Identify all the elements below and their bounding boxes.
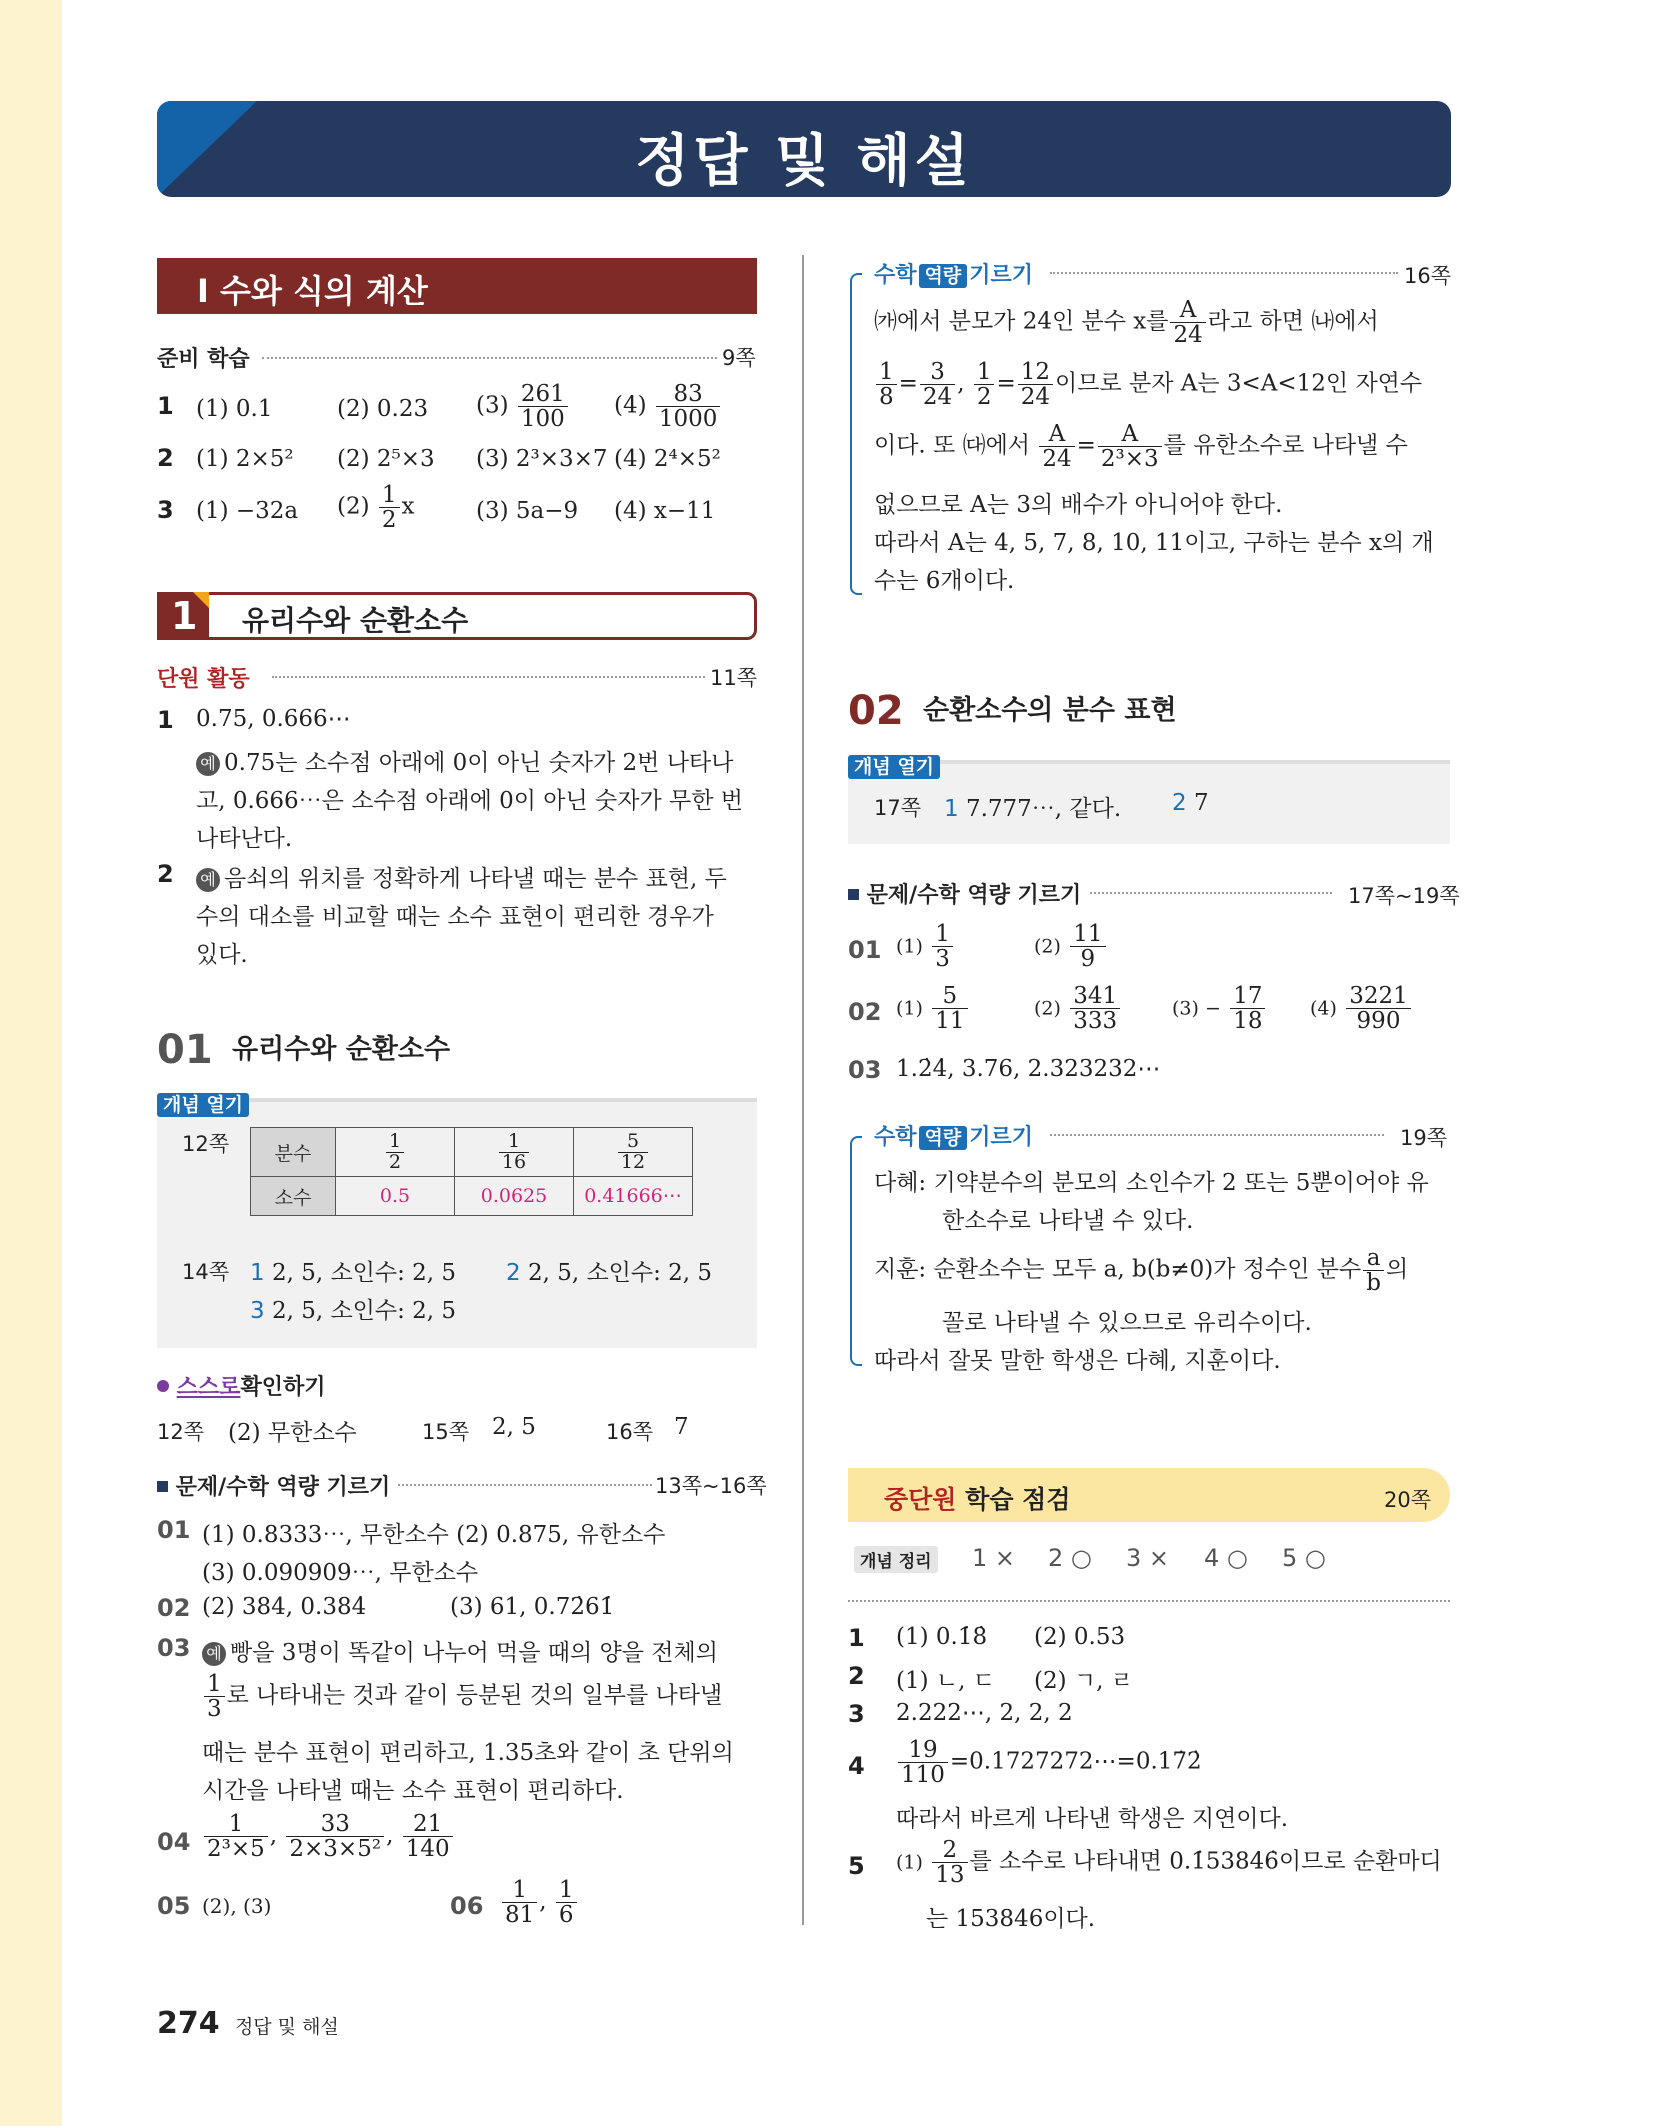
page-ref: 12쪽 — [157, 1420, 205, 1444]
page-banner — [157, 101, 1451, 197]
answer-item: 2 2, 5, 소인수: 2, 5 — [506, 1260, 713, 1286]
problems-label: 문제/수학 역량 기르기 — [848, 878, 1081, 909]
explanation-line: 따라서 A는 4, 5, 7, 8, 10, 11이고, 구하는 분수 x의 개 — [874, 530, 1434, 556]
section-title-bar — [157, 258, 757, 314]
page-ref: 14쪽 — [182, 1260, 230, 1284]
q-number: 2 — [157, 860, 174, 888]
divider — [272, 676, 705, 678]
bracket-decoration — [850, 273, 862, 595]
q-number: 1 — [848, 1624, 865, 1652]
table-cell: 0.41666⋯ — [574, 1177, 693, 1216]
prep-1-b: (2) 0.23 — [337, 396, 429, 422]
subsection-title: 유리수와 순환소수 — [231, 1034, 451, 1065]
q-number: 03 — [848, 1056, 882, 1084]
summary-answer: 5 ○ — [1282, 1544, 1326, 1572]
answer-text: (2) 0.53̇ — [1034, 1624, 1126, 1650]
divider — [1090, 892, 1332, 894]
explanation-line: 시간을 나타낼 때는 소수 표현이 편리하다. — [202, 1778, 624, 1804]
q-number: 5 — [848, 1852, 865, 1880]
prep-label: 준비 학습 — [157, 347, 250, 372]
table-cell: $\frac{1}{2}$ — [336, 1128, 455, 1177]
table-cell: 0.5 — [336, 1177, 455, 1216]
prep-2-no: 2 — [157, 444, 174, 472]
table-cell: 0.0625 — [455, 1177, 574, 1216]
answer-text: 2.222⋯, 2, 2, 2 — [896, 1700, 1073, 1726]
answer-text: (2) 384, 0.384̇ — [202, 1594, 367, 1620]
subsection-title: 순환소수의 분수 표현 — [922, 695, 1177, 726]
q-number: 1 — [157, 706, 174, 734]
square-bullet-icon — [157, 1481, 168, 1492]
explanation-line: 따라서 바르게 나타낸 학생은 지연이다. — [896, 1806, 1289, 1832]
explanation-line: 있다. — [196, 942, 248, 968]
explanation-line: (1) $\frac{2}{13}$ 를 소수로 나타내면 0.1̇53846̇이므로 순환마디 — [896, 1837, 1442, 1889]
explanation-line: $\frac{1}{3}$ 로 나타내는 것과 같이 등분된 것의 일부를 나타낼 — [202, 1672, 722, 1721]
unit-number-box: 1 — [157, 592, 209, 640]
explanation-line: 수의 대소를 비교할 때는 소수 표현이 편리한 경우가 — [196, 904, 714, 930]
unit-corner-accent — [193, 592, 209, 608]
explanation-line: 예 빵을 3명이 똑같이 나누어 먹을 때의 양을 전체의 — [202, 1634, 718, 1667]
prep-2-c: (3) 2³×3×7 — [476, 446, 608, 472]
prep-2-b: (2) 2⁵×3 — [337, 446, 435, 472]
answer-item: (4) $\frac{3221}{990}$ — [1310, 984, 1413, 1033]
explanation-line: 없으므로 A는 3의 배수가 아니어야 한다. — [874, 492, 1283, 518]
square-bullet-icon — [848, 889, 859, 900]
explanation-line: 예 음쇠의 위치를 정확하게 나타낼 때는 분수 표현, 두 — [196, 860, 727, 893]
q-number: 3 — [848, 1700, 865, 1728]
problems-label: 문제/수학 역량 기르기 — [157, 1470, 390, 1501]
bullet-icon — [157, 1380, 169, 1392]
answer-item: (2) $\frac{11}{9}$ — [1034, 922, 1108, 971]
table-header: 분수 — [251, 1128, 336, 1177]
summary-answer: 1 × — [972, 1544, 1016, 1572]
answer-text: (2), (3) — [202, 1894, 272, 1918]
answer-item: 1 2, 5, 소인수: 2, 5 — [250, 1260, 457, 1286]
fraction: $\frac{83}{1000}$ — [656, 382, 721, 431]
prep-3-b: (2) $\frac{1}{2}$ x — [337, 482, 415, 534]
page-ref: 19쪽 — [1400, 1126, 1448, 1150]
page-ref: 16쪽 — [1404, 264, 1452, 288]
subsection-number: 02 — [848, 688, 904, 734]
answer-text: 0.75, 0.666⋯ — [196, 706, 351, 732]
example-icon: 예 — [202, 1642, 226, 1666]
q-number: 05 — [157, 1892, 191, 1920]
table-header: 소수 — [251, 1177, 336, 1216]
answer-item: 2 7 — [1172, 790, 1209, 816]
page-ref: 13쪽~16쪽 — [655, 1474, 767, 1498]
q-number: 02 — [848, 998, 882, 1026]
concept-summary-tag: 개념 정리 — [854, 1546, 938, 1573]
q-number: 2 — [848, 1662, 865, 1690]
answer-text: (3) 61, 0.72̇61̇ — [450, 1594, 615, 1620]
prep-1-d: (4) $\frac{83}{1000}$ — [614, 382, 722, 431]
explanation-line: 고, 0.666⋯은 소수점 아래에 0이 아닌 숫자가 무한 번 — [196, 788, 743, 814]
page-ref: 17쪽~19쪽 — [1348, 884, 1460, 908]
competency-label: 수학 역량 기르기 — [874, 1125, 1033, 1150]
table-cell: $\frac{5}{12}$ — [574, 1128, 693, 1177]
unit-activity-page: 11쪽 — [710, 666, 758, 690]
page-ref: 12쪽 — [182, 1132, 230, 1156]
example-icon: 예 — [196, 752, 220, 776]
unit-header — [157, 592, 757, 640]
fraction: $\frac{261}{100}$ — [518, 382, 568, 431]
section-title: Ⅰ 수와 식의 계산 — [197, 272, 428, 310]
prep-2-d: (4) 2⁴×5² — [614, 446, 721, 472]
prep-3-c: (3) 5a−9 — [476, 498, 579, 524]
explanation-line: 나타난다. — [196, 826, 293, 852]
prep-3-no: 3 — [157, 496, 174, 524]
subsection-number: 01 — [157, 1027, 213, 1073]
answer-text: (1) 0.8333⋯, 무한소수 (2) 0.875, 유한소수 — [202, 1522, 666, 1548]
q-number: 4 — [848, 1752, 865, 1780]
q-number: 04 — [157, 1828, 191, 1856]
unit-title: 유리수와 순환소수 — [242, 604, 469, 637]
answer-text: (3) 0.090909⋯, 무한소수 — [202, 1560, 479, 1586]
mid-check-title: 중단원 학습 점검 — [884, 1485, 1071, 1514]
divider — [398, 1484, 652, 1486]
concept-tag: 개념 열기 — [157, 1090, 249, 1117]
explanation-line: $\frac{1}{8}$ = $\frac{3}{24}$ , $\frac{1}{2}$ = $\frac{12}{24}$ 이므로 분자 A는 3<A<12인 자연수 — [874, 360, 1422, 409]
divider — [848, 1600, 1450, 1602]
prep-3-d: (4) x−11 — [614, 498, 716, 524]
explanation-line: 다혜: 기약분수의 분모의 소인수가 2 또는 5뿐이어야 유 — [874, 1170, 1429, 1196]
answer-fractions: $\frac{1}{81}$ , $\frac{1}{6}$ — [500, 1878, 579, 1927]
q-number: 02 — [157, 1594, 191, 1622]
concept-tag: 개념 열기 — [848, 752, 940, 779]
answer-text: (1) ㄴ, ㄷ — [896, 1668, 995, 1694]
column-divider — [802, 255, 804, 1925]
explanation-line: 이다. 또 ㈐에서 $\frac{A}{24}$ = $\frac{A}{\text{2³×3}}$ 를 유한소수로 나타낼 수 — [874, 421, 1408, 473]
summary-answer: 4 ○ — [1204, 1544, 1248, 1572]
page-footer: 274 정답 및 해설 — [157, 2006, 339, 2041]
q-number: 01 — [848, 936, 882, 964]
explanation-line: 때는 분수 표현이 편리하고, 1.35초와 같이 초 단위의 — [202, 1740, 734, 1766]
divider — [262, 357, 717, 359]
answer-text: 7 — [674, 1414, 689, 1440]
prep-page: 9쪽 — [722, 346, 756, 370]
fraction: $\frac{1}{2}$ — [379, 483, 400, 532]
answer-item: (3) − $\frac{17}{18}$ — [1172, 984, 1267, 1033]
answer-text: 1.2̇4̇, 3.76, 2.323232⋯ — [896, 1056, 1161, 1082]
self-check-label: 스스로확인하기 — [157, 1370, 325, 1401]
answer-text: 2, 5 — [492, 1414, 536, 1440]
answer-fractions: $\frac{1}{\text{2³×5}}$ , $\frac{33}{\text{2×3×5²}}$ , $\frac{21}{140}$ — [202, 1812, 455, 1861]
competency-label: 수학 역량 기르기 — [874, 263, 1033, 288]
q-number: 06 — [450, 1892, 484, 1920]
explanation-line: 지훈: 순환소수는 모두 a, b(b≠0)가 정수인 분수 $\frac{a}{b}$ 의 — [874, 1245, 1409, 1297]
prep-1-c: (3) $\frac{261}{100}$ — [476, 382, 570, 431]
prep-1-a: (1) 0.1 — [196, 396, 273, 422]
answer-item: 1 7.777⋯, 같다. — [944, 796, 1122, 822]
explanation-line: 수는 6개이다. — [874, 568, 1015, 594]
explanation-line: 는 153846이다. — [926, 1906, 1096, 1932]
page-title: 정답 및 해설 — [635, 129, 973, 194]
answer-text: (2) 무한소수 — [228, 1420, 357, 1446]
fraction-decimal-table — [250, 1127, 693, 1216]
prep-row-1: 1 — [157, 392, 174, 420]
unit-activity-label: 단원 활동 — [157, 667, 250, 692]
summary-answer: 2 ○ — [1048, 1544, 1092, 1572]
q-number: 01 — [157, 1516, 191, 1544]
page-ref: 16쪽 — [606, 1420, 654, 1444]
answer-item: (2) $\frac{341}{333}$ — [1034, 984, 1122, 1033]
divider — [1050, 1134, 1384, 1136]
prep-2-a: (1) 2×5² — [196, 446, 294, 472]
answer-item: (1) $\frac{5}{11}$ — [896, 984, 970, 1033]
q-number: 03 — [157, 1634, 191, 1662]
page-ref: 17쪽 — [874, 796, 922, 820]
answer-item: 3 2, 5, 소인수: 2, 5 — [250, 1298, 457, 1324]
prep-3-a: (1) −32a — [196, 498, 299, 524]
explanation-line: 예 0.75는 소수점 아래에 0이 아닌 숫자가 2번 나타나 — [196, 744, 733, 777]
table-cell: $\frac{1}{16}$ — [455, 1128, 574, 1177]
explanation-line: 꼴로 나타낼 수 있으므로 유리수이다. — [942, 1310, 1312, 1336]
answer-item: (1) $\frac{1}{3}$ — [896, 922, 955, 971]
divider — [1050, 272, 1398, 274]
subsection-header — [157, 1027, 450, 1073]
bracket-decoration — [850, 1136, 862, 1366]
subsection-header — [848, 688, 1177, 734]
explanation-line: 따라서 잘못 말한 학생은 다혜, 지훈이다. — [874, 1348, 1281, 1374]
answer-text: (1) 0.1̇8̇ — [896, 1624, 988, 1650]
explanation-line: 한소수로 나타낼 수 있다. — [942, 1208, 1194, 1234]
page-ref: 20쪽 — [1384, 1488, 1432, 1512]
page-ref: 15쪽 — [422, 1420, 470, 1444]
answer-text: (2) ㄱ, ㄹ — [1034, 1668, 1133, 1694]
page-margin-strip — [0, 0, 62, 2126]
example-icon: 예 — [196, 868, 220, 892]
explanation-line: ㈎에서 분모가 24인 분수 x를 $\frac{A}{24}$ 라고 하면 ㈏에서 — [874, 297, 1379, 349]
answer-text: $\frac{19}{110}$ =0.1727272⋯=0.17̇2̇ — [896, 1738, 1202, 1787]
summary-answer: 3 × — [1126, 1544, 1170, 1572]
